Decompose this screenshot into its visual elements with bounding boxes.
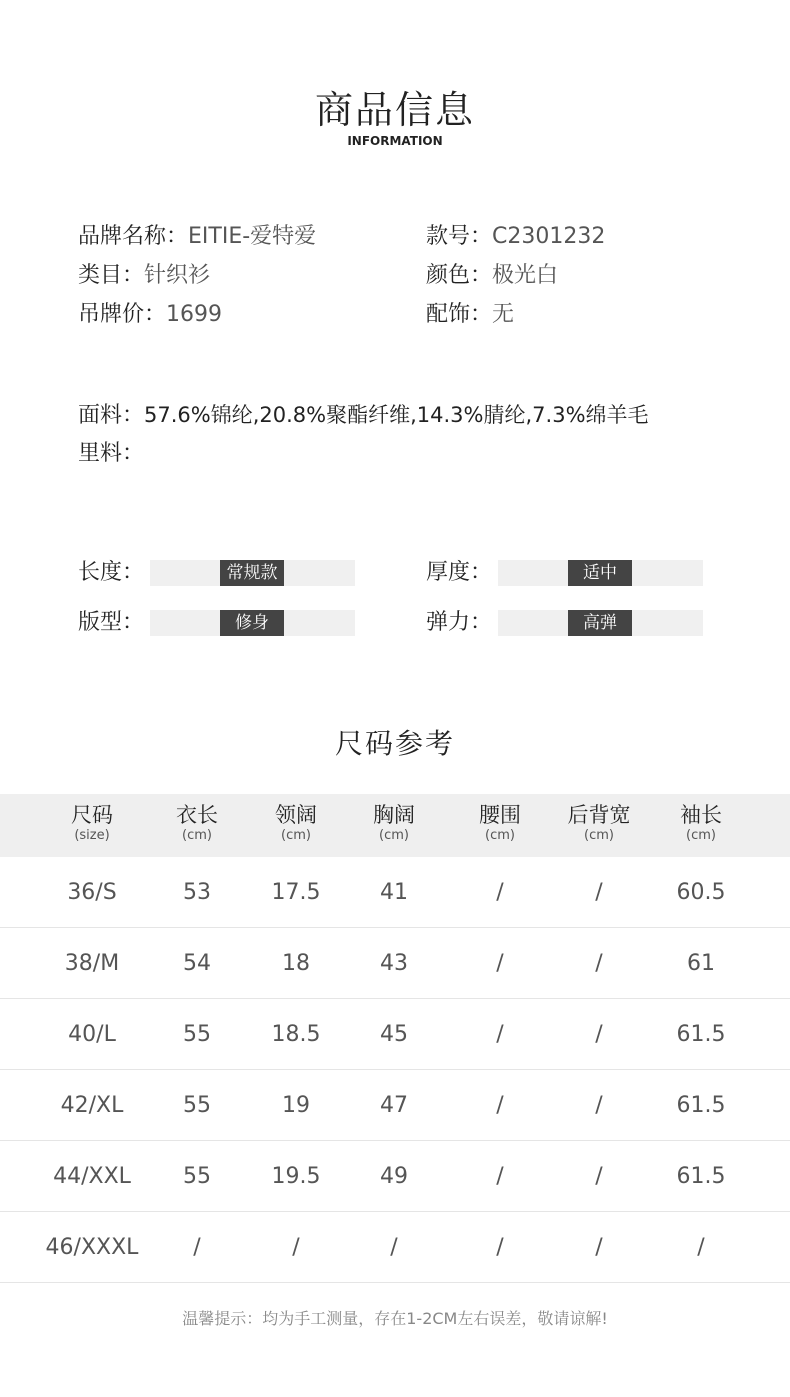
fabric-outer-value: 57.6%锦纶,20.8%聚酯纤维,14.3%腈纶,7.3%绵羊毛 xyxy=(144,403,649,427)
thickness-label: 厚度： xyxy=(426,560,493,585)
header-unit: (cm) xyxy=(281,828,311,843)
header-unit: (cm) xyxy=(686,828,716,843)
measurement-note: 温馨提示：均为手工测量，存在1-2CM左右误差，敬请谅解! xyxy=(182,1309,608,1328)
table-cell: / xyxy=(496,1164,504,1189)
color-label: 颜色： xyxy=(426,263,493,288)
header-unit: (cm) xyxy=(379,828,409,843)
header-cell xyxy=(680,802,722,844)
header-label: 尺码 xyxy=(71,803,113,827)
size-table xyxy=(0,794,790,1283)
table-cell: 38/M xyxy=(64,951,120,976)
fabric-outer-label: 面料： xyxy=(78,403,145,428)
table-cell: 44/XXL xyxy=(53,1164,131,1189)
attr-length xyxy=(78,558,358,588)
table-cell: 40/L xyxy=(68,1022,116,1047)
info-color xyxy=(426,259,558,293)
table-row xyxy=(0,928,790,999)
info-brand xyxy=(78,220,316,254)
table-cell: 45 xyxy=(380,1022,408,1047)
header-unit: (cm) xyxy=(584,828,614,843)
table-row xyxy=(0,857,790,928)
header-label: 领阔 xyxy=(275,803,317,827)
table-cell: 61 xyxy=(687,951,715,976)
table-cell: 17.5 xyxy=(271,880,321,905)
header-unit: (cm) xyxy=(182,828,212,843)
table-row xyxy=(0,1141,790,1212)
header-unit: (cm) xyxy=(485,828,515,843)
fabric-lining-label: 里料： xyxy=(78,441,145,466)
header-label: 袖长 xyxy=(680,803,722,827)
table-cell: 53 xyxy=(183,880,211,905)
price-value: 1699 xyxy=(166,302,223,327)
header-cell xyxy=(71,802,113,844)
info-accessory xyxy=(426,298,514,332)
table-cell: 18.5 xyxy=(271,1022,321,1047)
header-cell xyxy=(176,802,218,844)
table-cell: / xyxy=(292,1235,300,1260)
header-label: 后背宽 xyxy=(567,803,631,827)
info-style-number xyxy=(426,220,605,254)
elasticity-tag: 高弹 xyxy=(568,610,632,636)
brand-value: EITIE-爱特爱 xyxy=(188,224,317,249)
fabric-lining xyxy=(78,437,144,471)
page-subtitle: INFORMATION xyxy=(347,134,443,148)
table-cell: / xyxy=(496,880,504,905)
thickness-bar xyxy=(498,560,703,586)
thickness-tag: 适中 xyxy=(568,560,632,586)
fit-bar xyxy=(150,610,355,636)
table-row xyxy=(0,1070,790,1141)
style-value: C2301232 xyxy=(492,224,606,249)
table-cell: / xyxy=(496,1235,504,1260)
table-cell: / xyxy=(496,951,504,976)
size-chart-title: 尺码参考 xyxy=(334,727,455,760)
table-cell: 19 xyxy=(282,1093,310,1118)
table-cell: 55 xyxy=(183,1164,211,1189)
size-table-header xyxy=(0,794,790,857)
table-cell: / xyxy=(697,1235,705,1260)
table-cell: 60.5 xyxy=(676,880,726,905)
page-title: 商品信息 xyxy=(314,88,475,132)
table-cell: / xyxy=(496,1093,504,1118)
attr-fit xyxy=(78,608,358,638)
fit-tag: 修身 xyxy=(220,610,284,636)
attr-thickness xyxy=(426,558,706,588)
table-cell: 49 xyxy=(380,1164,408,1189)
table-cell: / xyxy=(595,1093,603,1118)
table-cell: 46/XXXL xyxy=(45,1235,139,1260)
table-cell: / xyxy=(595,1235,603,1260)
price-label: 吊牌价： xyxy=(78,302,167,327)
header-cell xyxy=(479,802,521,844)
header-label: 衣长 xyxy=(176,803,218,827)
table-cell: 18 xyxy=(282,951,310,976)
elasticity-bar xyxy=(498,610,703,636)
table-cell: / xyxy=(595,1022,603,1047)
attr-elasticity xyxy=(426,608,706,638)
table-row xyxy=(0,999,790,1070)
category-value: 针织衫 xyxy=(144,263,211,288)
table-cell: / xyxy=(496,1022,504,1047)
header-cell xyxy=(568,802,631,844)
table-cell: 47 xyxy=(380,1093,408,1118)
header-unit: (size) xyxy=(74,828,110,843)
header-cell xyxy=(373,802,415,844)
table-row xyxy=(0,1212,790,1283)
brand-label: 品牌名称： xyxy=(78,224,189,249)
table-cell: / xyxy=(595,1164,603,1189)
table-cell: 41 xyxy=(380,880,408,905)
accessory-label: 配饰： xyxy=(426,302,493,327)
table-cell: 36/S xyxy=(67,880,117,905)
table-cell: 42/XL xyxy=(60,1093,124,1118)
table-cell: / xyxy=(390,1235,398,1260)
header-cell xyxy=(275,802,317,844)
section-title-information xyxy=(0,86,790,148)
length-bar xyxy=(150,560,355,586)
header-label: 胸阔 xyxy=(373,803,415,827)
table-cell: 55 xyxy=(183,1022,211,1047)
table-cell: 19.5 xyxy=(271,1164,321,1189)
table-cell: 61.5 xyxy=(676,1093,726,1118)
table-cell: / xyxy=(193,1235,201,1260)
table-cell: 61.5 xyxy=(676,1164,726,1189)
fit-label: 版型： xyxy=(78,610,145,635)
table-cell: 54 xyxy=(183,951,211,976)
table-cell: / xyxy=(595,880,603,905)
table-cell: 61.5 xyxy=(676,1022,726,1047)
color-value: 极光白 xyxy=(492,263,559,288)
info-price xyxy=(78,298,222,332)
fabric-outer xyxy=(78,398,649,433)
accessory-value: 无 xyxy=(492,302,515,327)
elasticity-label: 弹力： xyxy=(426,610,493,635)
header-label: 腰围 xyxy=(479,803,521,827)
info-category xyxy=(78,259,210,293)
table-cell: / xyxy=(595,951,603,976)
table-cell: 55 xyxy=(183,1093,211,1118)
length-tag: 常规款 xyxy=(220,560,284,586)
table-cell: 43 xyxy=(380,951,408,976)
style-label: 款号： xyxy=(426,224,493,249)
length-label: 长度： xyxy=(78,560,145,585)
category-label: 类目： xyxy=(78,263,145,288)
size-table-body xyxy=(0,857,790,1283)
